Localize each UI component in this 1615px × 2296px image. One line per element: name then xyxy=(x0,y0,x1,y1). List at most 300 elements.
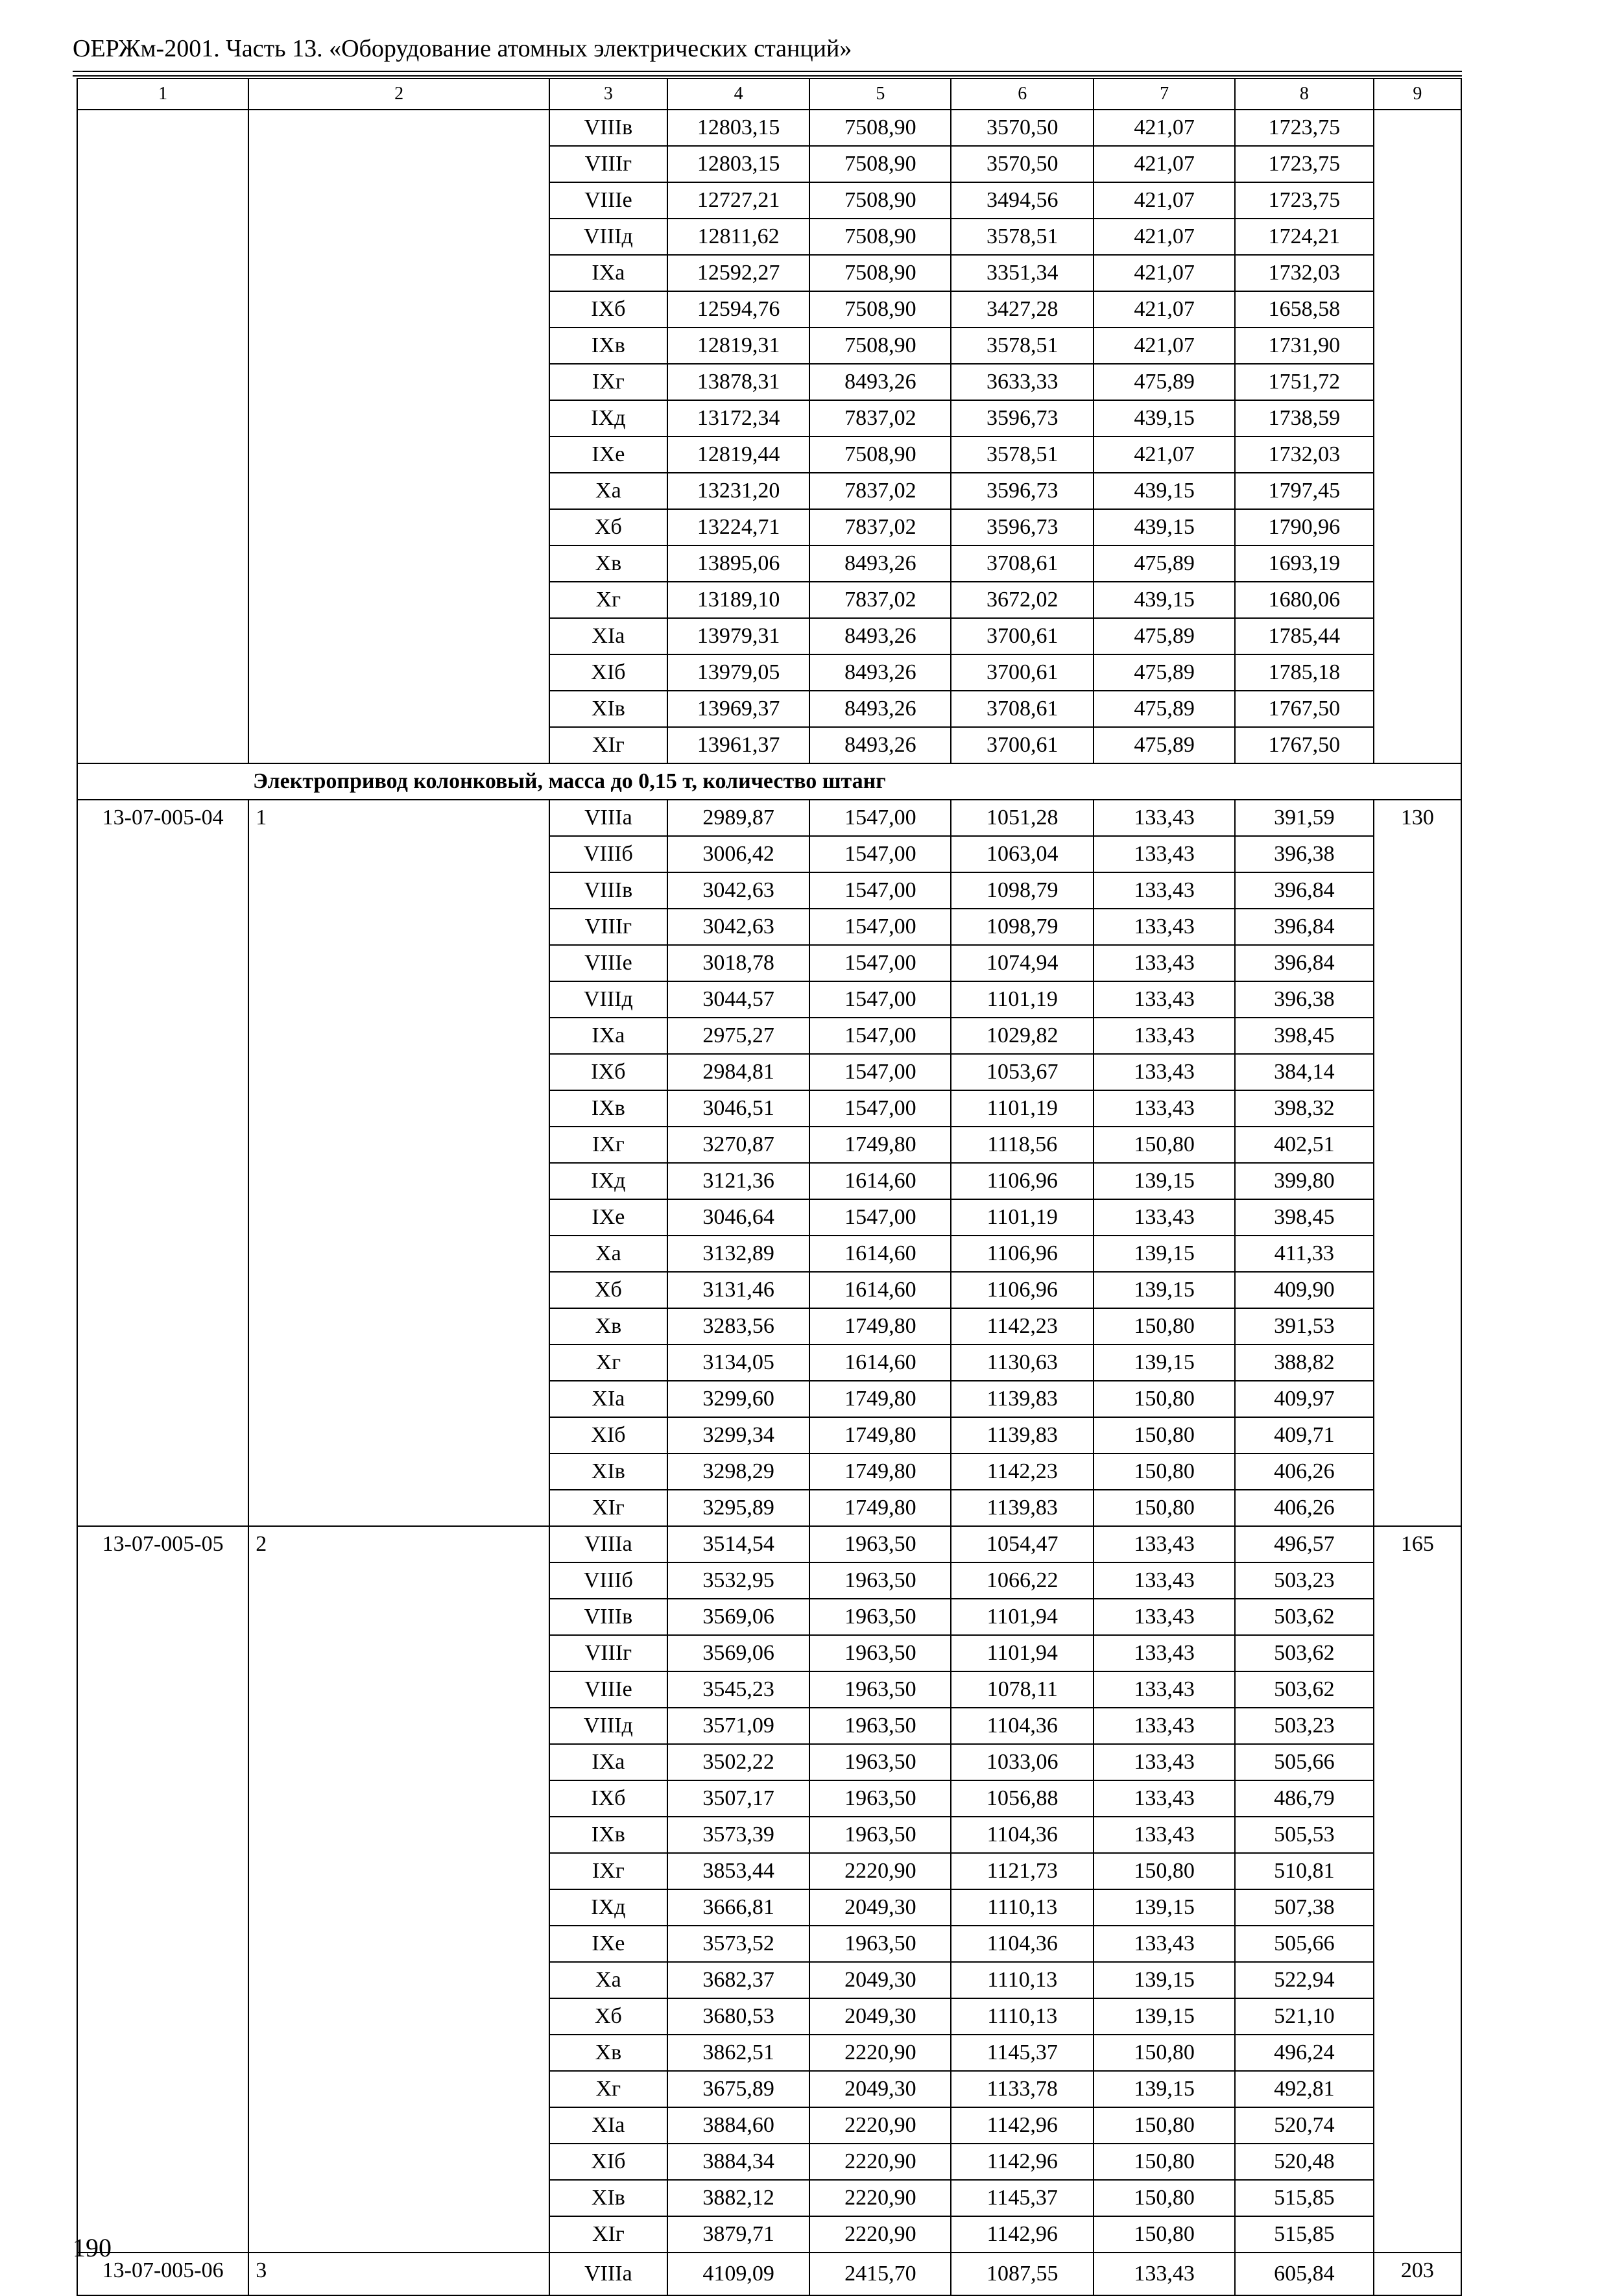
wages-cell: 2415,70 xyxy=(809,2253,951,2295)
zone-cell: Xв xyxy=(549,1308,667,1345)
wages-cell: 8493,26 xyxy=(809,618,951,654)
wages-cell: 7508,90 xyxy=(809,255,951,291)
machine-wages-cell: 421,07 xyxy=(1094,110,1235,146)
wages-cell: 2220,90 xyxy=(809,1853,951,1889)
wages-cell: 1547,00 xyxy=(809,1018,951,1054)
total-cost-cell: 3270,87 xyxy=(667,1127,810,1163)
materials-cell: 510,81 xyxy=(1235,1853,1374,1889)
total-cost-cell: 3573,52 xyxy=(667,1926,810,1962)
materials-cell: 384,14 xyxy=(1235,1054,1374,1090)
column-number-cell: 8 xyxy=(1235,78,1374,110)
total-cost-cell: 3134,05 xyxy=(667,1345,810,1381)
materials-cell: 396,84 xyxy=(1235,872,1374,909)
wages-cell: 1963,50 xyxy=(809,1744,951,1780)
materials-cell: 505,66 xyxy=(1235,1926,1374,1962)
wages-cell: 1749,80 xyxy=(809,1490,951,1526)
materials-cell: 402,51 xyxy=(1235,1127,1374,1163)
total-cost-cell: 13979,05 xyxy=(667,654,810,691)
total-cost-cell: 3853,44 xyxy=(667,1853,810,1889)
machine-wages-cell: 439,15 xyxy=(1094,473,1235,509)
machine-wages-cell: 133,43 xyxy=(1094,836,1235,872)
materials-cell: 520,74 xyxy=(1235,2107,1374,2144)
zone-cell: Xв xyxy=(549,545,667,582)
machine-cost-cell: 1074,94 xyxy=(951,945,1094,981)
total-cost-cell: 3545,23 xyxy=(667,1671,810,1708)
machine-wages-cell: 139,15 xyxy=(1094,2071,1235,2107)
zone-cell: VIIIа xyxy=(549,1526,667,1562)
zone-cell: XIа xyxy=(549,2107,667,2144)
machine-wages-cell: 439,15 xyxy=(1094,400,1235,436)
header-rule xyxy=(73,71,1462,72)
machine-cost-cell: 1139,83 xyxy=(951,1381,1094,1417)
total-cost-cell: 12811,62 xyxy=(667,219,810,255)
zone-cell: VIIIд xyxy=(549,219,667,255)
materials-cell: 398,45 xyxy=(1235,1199,1374,1236)
wages-cell: 8493,26 xyxy=(809,364,951,400)
machine-wages-cell: 133,43 xyxy=(1094,909,1235,945)
wages-cell: 1614,60 xyxy=(809,1236,951,1272)
machine-wages-cell: 150,80 xyxy=(1094,1853,1235,1889)
materials-cell: 396,84 xyxy=(1235,945,1374,981)
machine-wages-cell: 150,80 xyxy=(1094,2035,1235,2071)
machine-cost-cell: 3700,61 xyxy=(951,727,1094,763)
total-cost-cell: 3283,56 xyxy=(667,1308,810,1345)
total-cost-cell: 13961,37 xyxy=(667,727,810,763)
machine-cost-cell: 3427,28 xyxy=(951,291,1094,328)
machine-wages-cell: 421,07 xyxy=(1094,146,1235,182)
materials-cell: 505,66 xyxy=(1235,1744,1374,1780)
machine-cost-cell: 1078,11 xyxy=(951,1671,1094,1708)
wages-cell: 1963,50 xyxy=(809,1708,951,1744)
machine-cost-cell: 1101,94 xyxy=(951,1599,1094,1635)
materials-cell: 396,38 xyxy=(1235,836,1374,872)
section-row xyxy=(77,763,1461,800)
page-number: 190 xyxy=(73,2233,112,2262)
materials-cell: 605,84 xyxy=(1235,2253,1374,2295)
machine-wages-cell: 133,43 xyxy=(1094,1526,1235,1562)
total-cost-cell: 3514,54 xyxy=(667,1526,810,1562)
wages-cell: 2220,90 xyxy=(809,2216,951,2253)
variant-cell: 3 xyxy=(248,2253,549,2295)
wages-cell: 8493,26 xyxy=(809,654,951,691)
machine-wages-cell: 475,89 xyxy=(1094,364,1235,400)
zone-cell: IXд xyxy=(549,1889,667,1926)
wages-cell: 7508,90 xyxy=(809,436,951,473)
machine-wages-cell: 133,43 xyxy=(1094,2253,1235,2295)
zone-cell: IXа xyxy=(549,255,667,291)
materials-cell: 399,80 xyxy=(1235,1163,1374,1199)
materials-cell: 1785,18 xyxy=(1235,654,1374,691)
machine-wages-cell: 133,43 xyxy=(1094,1018,1235,1054)
materials-cell: 503,23 xyxy=(1235,1562,1374,1599)
zone-cell: VIIIд xyxy=(549,1708,667,1744)
machine-wages-cell: 139,15 xyxy=(1094,1272,1235,1308)
total-cost-cell: 3042,63 xyxy=(667,909,810,945)
wages-cell: 1963,50 xyxy=(809,1562,951,1599)
wages-cell: 1963,50 xyxy=(809,1780,951,1817)
machine-cost-cell: 3578,51 xyxy=(951,219,1094,255)
zone-cell: VIIIг xyxy=(549,146,667,182)
total-cost-cell: 12592,27 xyxy=(667,255,810,291)
machine-wages-cell: 133,43 xyxy=(1094,1744,1235,1780)
total-cost-cell: 3131,46 xyxy=(667,1272,810,1308)
machine-cost-cell: 1118,56 xyxy=(951,1127,1094,1163)
machine-wages-cell: 133,43 xyxy=(1094,1562,1235,1599)
zone-cell: IXв xyxy=(549,1090,667,1127)
materials-cell: 1723,75 xyxy=(1235,110,1374,146)
total-cost-cell: 13895,06 xyxy=(667,545,810,582)
total-cost-cell: 2989,87 xyxy=(667,800,810,836)
zone-cell: IXг xyxy=(549,1853,667,1889)
materials-cell: 1723,75 xyxy=(1235,146,1374,182)
machine-cost-cell: 3570,50 xyxy=(951,146,1094,182)
machine-cost-cell: 1110,13 xyxy=(951,1998,1094,2035)
machine-wages-cell: 475,89 xyxy=(1094,618,1235,654)
zone-cell: VIIIе xyxy=(549,1671,667,1708)
wages-cell: 2220,90 xyxy=(809,2107,951,2144)
materials-cell: 520,48 xyxy=(1235,2144,1374,2180)
wages-cell: 7508,90 xyxy=(809,219,951,255)
machine-wages-cell: 133,43 xyxy=(1094,1926,1235,1962)
materials-cell: 505,53 xyxy=(1235,1817,1374,1853)
zone-cell: Xа xyxy=(549,1962,667,1998)
wages-cell: 1614,60 xyxy=(809,1272,951,1308)
machine-wages-cell: 133,43 xyxy=(1094,1054,1235,1090)
machine-cost-cell: 3700,61 xyxy=(951,654,1094,691)
materials-cell: 396,38 xyxy=(1235,981,1374,1018)
zone-cell: XIв xyxy=(549,2180,667,2216)
wages-cell: 1963,50 xyxy=(809,1671,951,1708)
materials-cell: 406,26 xyxy=(1235,1490,1374,1526)
materials-cell: 409,71 xyxy=(1235,1417,1374,1453)
machine-cost-cell: 1101,19 xyxy=(951,981,1094,1018)
machine-cost-cell: 1029,82 xyxy=(951,1018,1094,1054)
materials-cell: 507,38 xyxy=(1235,1889,1374,1926)
total-cost-cell: 12594,76 xyxy=(667,291,810,328)
materials-cell: 1785,44 xyxy=(1235,618,1374,654)
zone-cell: Xг xyxy=(549,2071,667,2107)
total-cost-cell: 3882,12 xyxy=(667,2180,810,2216)
machine-wages-cell: 150,80 xyxy=(1094,1417,1235,1453)
column-number-cell: 7 xyxy=(1094,78,1235,110)
machine-cost-cell: 1145,37 xyxy=(951,2035,1094,2071)
labor-cell xyxy=(1374,110,1461,763)
wages-cell: 1547,00 xyxy=(809,836,951,872)
total-cost-cell: 3044,57 xyxy=(667,981,810,1018)
zone-cell: IXд xyxy=(549,400,667,436)
machine-cost-cell: 3708,61 xyxy=(951,545,1094,582)
zone-cell: XIв xyxy=(549,1453,667,1490)
zone-cell: VIIIв xyxy=(549,1599,667,1635)
wages-cell: 1749,80 xyxy=(809,1417,951,1453)
machine-wages-cell: 150,80 xyxy=(1094,2216,1235,2253)
code-cell: 13-07-005-04 xyxy=(77,800,248,1526)
wages-cell: 1963,50 xyxy=(809,1526,951,1562)
zone-cell: Xв xyxy=(549,2035,667,2071)
machine-wages-cell: 139,15 xyxy=(1094,1889,1235,1926)
machine-wages-cell: 421,07 xyxy=(1094,291,1235,328)
machine-cost-cell: 3596,73 xyxy=(951,473,1094,509)
zone-cell: VIIIг xyxy=(549,1635,667,1671)
zone-cell: XIб xyxy=(549,1417,667,1453)
materials-cell: 388,82 xyxy=(1235,1345,1374,1381)
materials-cell: 396,84 xyxy=(1235,909,1374,945)
machine-cost-cell: 1142,23 xyxy=(951,1453,1094,1490)
wages-cell: 7508,90 xyxy=(809,328,951,364)
machine-cost-cell: 1098,79 xyxy=(951,909,1094,945)
machine-cost-cell: 3578,51 xyxy=(951,328,1094,364)
machine-wages-cell: 150,80 xyxy=(1094,1127,1235,1163)
page-header: ОЕРЖм-2001. Часть 13. «Оборудование атомных электрических станций» xyxy=(73,35,852,62)
total-cost-cell: 13224,71 xyxy=(667,509,810,545)
machine-wages-cell: 133,43 xyxy=(1094,1090,1235,1127)
materials-cell: 1767,50 xyxy=(1235,691,1374,727)
wages-cell: 2049,30 xyxy=(809,1962,951,1998)
total-cost-cell: 3569,06 xyxy=(667,1635,810,1671)
total-cost-cell: 2975,27 xyxy=(667,1018,810,1054)
column-number-cell: 2 xyxy=(248,78,549,110)
machine-wages-cell: 421,07 xyxy=(1094,182,1235,219)
machine-cost-cell: 3570,50 xyxy=(951,110,1094,146)
wages-cell: 7508,90 xyxy=(809,291,951,328)
zone-cell: IXв xyxy=(549,328,667,364)
machine-cost-cell: 1133,78 xyxy=(951,2071,1094,2107)
total-cost-cell: 13189,10 xyxy=(667,582,810,618)
materials-cell: 391,53 xyxy=(1235,1308,1374,1345)
wages-cell: 7837,02 xyxy=(809,509,951,545)
machine-cost-cell: 3578,51 xyxy=(951,436,1094,473)
table-row xyxy=(77,1526,1461,1562)
zone-cell: IXг xyxy=(549,364,667,400)
materials-cell: 391,59 xyxy=(1235,800,1374,836)
machine-cost-cell: 1106,96 xyxy=(951,1163,1094,1199)
wages-cell: 2049,30 xyxy=(809,2071,951,2107)
total-cost-cell: 3571,09 xyxy=(667,1708,810,1744)
machine-cost-cell: 1033,06 xyxy=(951,1744,1094,1780)
machine-cost-cell: 1139,83 xyxy=(951,1417,1094,1453)
machine-cost-cell: 1110,13 xyxy=(951,1889,1094,1926)
machine-wages-cell: 139,15 xyxy=(1094,1345,1235,1381)
column-number-cell: 5 xyxy=(809,78,951,110)
materials-cell: 496,57 xyxy=(1235,1526,1374,1562)
wages-cell: 8493,26 xyxy=(809,691,951,727)
zone-cell: Xа xyxy=(549,473,667,509)
materials-cell: 1693,19 xyxy=(1235,545,1374,582)
total-cost-cell: 12819,44 xyxy=(667,436,810,473)
total-cost-cell: 13172,34 xyxy=(667,400,810,436)
total-cost-cell: 3573,39 xyxy=(667,1817,810,1853)
labor-cell: 130 xyxy=(1374,800,1461,1526)
machine-cost-cell: 1130,63 xyxy=(951,1345,1094,1381)
materials-cell: 521,10 xyxy=(1235,1998,1374,2035)
wages-cell: 7508,90 xyxy=(809,146,951,182)
zone-cell: Xб xyxy=(549,1998,667,2035)
wages-cell: 7837,02 xyxy=(809,400,951,436)
zone-cell: IXа xyxy=(549,1744,667,1780)
total-cost-cell: 3675,89 xyxy=(667,2071,810,2107)
materials-cell: 503,62 xyxy=(1235,1599,1374,1635)
machine-wages-cell: 133,43 xyxy=(1094,1780,1235,1817)
code-cell: 13-07-005-05 xyxy=(77,1526,248,2253)
machine-wages-cell: 139,15 xyxy=(1094,1236,1235,1272)
table-body xyxy=(77,78,1461,2295)
wages-cell: 7508,90 xyxy=(809,182,951,219)
total-cost-cell: 3680,53 xyxy=(667,1998,810,2035)
total-cost-cell: 3298,29 xyxy=(667,1453,810,1490)
column-number-cell: 9 xyxy=(1374,78,1461,110)
machine-cost-cell: 3596,73 xyxy=(951,400,1094,436)
machine-cost-cell: 1104,36 xyxy=(951,1926,1094,1962)
total-cost-cell: 3006,42 xyxy=(667,836,810,872)
machine-cost-cell: 1051,28 xyxy=(951,800,1094,836)
wages-cell: 1749,80 xyxy=(809,1127,951,1163)
machine-wages-cell: 475,89 xyxy=(1094,654,1235,691)
table-row xyxy=(77,110,1461,146)
wages-cell: 1749,80 xyxy=(809,1308,951,1345)
materials-cell: 1738,59 xyxy=(1235,400,1374,436)
materials-cell: 1731,90 xyxy=(1235,328,1374,364)
total-cost-cell: 3666,81 xyxy=(667,1889,810,1926)
zone-cell: XIг xyxy=(549,727,667,763)
machine-wages-cell: 133,43 xyxy=(1094,800,1235,836)
machine-cost-cell: 3494,56 xyxy=(951,182,1094,219)
zone-cell: IXд xyxy=(549,1163,667,1199)
machine-cost-cell: 1066,22 xyxy=(951,1562,1094,1599)
variant-cell: 2 xyxy=(248,1526,549,2253)
machine-cost-cell: 1145,37 xyxy=(951,2180,1094,2216)
wages-cell: 1547,00 xyxy=(809,1090,951,1127)
variant-cell: 1 xyxy=(248,800,549,1526)
total-cost-cell: 3046,64 xyxy=(667,1199,810,1236)
wages-cell: 1963,50 xyxy=(809,1635,951,1671)
materials-cell: 503,62 xyxy=(1235,1671,1374,1708)
wages-cell: 1547,00 xyxy=(809,1054,951,1090)
zone-cell: XIа xyxy=(549,618,667,654)
total-cost-cell: 12727,21 xyxy=(667,182,810,219)
zone-cell: IXе xyxy=(549,1199,667,1236)
materials-cell: 1723,75 xyxy=(1235,182,1374,219)
materials-cell: 522,94 xyxy=(1235,1962,1374,1998)
zone-cell: XIг xyxy=(549,1490,667,1526)
machine-wages-cell: 421,07 xyxy=(1094,255,1235,291)
column-number-cell: 6 xyxy=(951,78,1094,110)
machine-cost-cell: 1104,36 xyxy=(951,1817,1094,1853)
materials-cell: 1797,45 xyxy=(1235,473,1374,509)
total-cost-cell: 3532,95 xyxy=(667,1562,810,1599)
zone-cell: VIIIе xyxy=(549,182,667,219)
total-cost-cell: 3884,60 xyxy=(667,2107,810,2144)
machine-cost-cell: 1142,23 xyxy=(951,1308,1094,1345)
zone-cell: VIIIа xyxy=(549,800,667,836)
machine-wages-cell: 133,43 xyxy=(1094,1199,1235,1236)
wages-cell: 1547,00 xyxy=(809,1199,951,1236)
zone-cell: Xа xyxy=(549,1236,667,1272)
machine-wages-cell: 133,43 xyxy=(1094,1599,1235,1635)
variant-cell xyxy=(248,110,549,763)
machine-wages-cell: 139,15 xyxy=(1094,1962,1235,1998)
machine-cost-cell: 1053,67 xyxy=(951,1054,1094,1090)
total-cost-cell: 3046,51 xyxy=(667,1090,810,1127)
machine-wages-cell: 133,43 xyxy=(1094,1708,1235,1744)
materials-cell: 503,62 xyxy=(1235,1635,1374,1671)
total-cost-cell: 3879,71 xyxy=(667,2216,810,2253)
wages-cell: 1547,00 xyxy=(809,945,951,981)
total-cost-cell: 3507,17 xyxy=(667,1780,810,1817)
machine-wages-cell: 150,80 xyxy=(1094,2107,1235,2144)
machine-cost-cell: 1121,73 xyxy=(951,1853,1094,1889)
machine-wages-cell: 421,07 xyxy=(1094,436,1235,473)
header-rule xyxy=(73,75,1462,77)
wages-cell: 2220,90 xyxy=(809,2180,951,2216)
machine-cost-cell: 1104,36 xyxy=(951,1708,1094,1744)
machine-cost-cell: 1142,96 xyxy=(951,2107,1094,2144)
materials-cell: 496,24 xyxy=(1235,2035,1374,2071)
machine-cost-cell: 3672,02 xyxy=(951,582,1094,618)
materials-cell: 492,81 xyxy=(1235,2071,1374,2107)
machine-cost-cell: 1063,04 xyxy=(951,836,1094,872)
machine-wages-cell: 475,89 xyxy=(1094,727,1235,763)
wages-cell: 1963,50 xyxy=(809,1926,951,1962)
total-cost-cell: 3862,51 xyxy=(667,2035,810,2071)
machine-wages-cell: 439,15 xyxy=(1094,509,1235,545)
machine-cost-cell: 1056,88 xyxy=(951,1780,1094,1817)
section-title: Электропривод колонковый, масса до 0,15 т, количество штанг xyxy=(77,763,1461,800)
machine-cost-cell: 3700,61 xyxy=(951,618,1094,654)
column-number-cell: 3 xyxy=(549,78,667,110)
wages-cell: 1547,00 xyxy=(809,909,951,945)
zone-cell: XIа xyxy=(549,1381,667,1417)
zone-cell: VIIIв xyxy=(549,872,667,909)
machine-cost-cell: 1101,19 xyxy=(951,1199,1094,1236)
wages-cell: 7508,90 xyxy=(809,110,951,146)
column-number-cell: 1 xyxy=(77,78,248,110)
table-row xyxy=(77,800,1461,836)
machine-wages-cell: 133,43 xyxy=(1094,945,1235,981)
total-cost-cell: 3569,06 xyxy=(667,1599,810,1635)
machine-wages-cell: 475,89 xyxy=(1094,545,1235,582)
machine-cost-cell: 1087,55 xyxy=(951,2253,1094,2295)
total-cost-cell: 2984,81 xyxy=(667,1054,810,1090)
total-cost-cell: 4109,09 xyxy=(667,2253,810,2295)
machine-cost-cell: 3708,61 xyxy=(951,691,1094,727)
materials-cell: 515,85 xyxy=(1235,2216,1374,2253)
total-cost-cell: 3121,36 xyxy=(667,1163,810,1199)
machine-wages-cell: 133,43 xyxy=(1094,1635,1235,1671)
zone-cell: IXе xyxy=(549,1926,667,1962)
code-cell: 13-07-005-06 xyxy=(77,2253,248,2295)
total-cost-cell: 3299,34 xyxy=(667,1417,810,1453)
zone-cell: IXг xyxy=(549,1127,667,1163)
zone-cell: VIIIд xyxy=(549,981,667,1018)
wages-cell: 1963,50 xyxy=(809,1599,951,1635)
materials-cell: 1790,96 xyxy=(1235,509,1374,545)
total-cost-cell: 13969,37 xyxy=(667,691,810,727)
materials-cell: 398,32 xyxy=(1235,1090,1374,1127)
total-cost-cell: 3295,89 xyxy=(667,1490,810,1526)
machine-cost-cell: 1106,96 xyxy=(951,1236,1094,1272)
total-cost-cell: 13231,20 xyxy=(667,473,810,509)
total-cost-cell: 3502,22 xyxy=(667,1744,810,1780)
machine-cost-cell: 3596,73 xyxy=(951,509,1094,545)
materials-cell: 1680,06 xyxy=(1235,582,1374,618)
wages-cell: 1749,80 xyxy=(809,1381,951,1417)
table-row xyxy=(77,2253,1461,2295)
column-number-cell: 4 xyxy=(667,78,810,110)
machine-wages-cell: 475,89 xyxy=(1094,691,1235,727)
machine-wages-cell: 150,80 xyxy=(1094,1381,1235,1417)
wages-cell: 2220,90 xyxy=(809,2035,951,2071)
materials-cell: 1751,72 xyxy=(1235,364,1374,400)
